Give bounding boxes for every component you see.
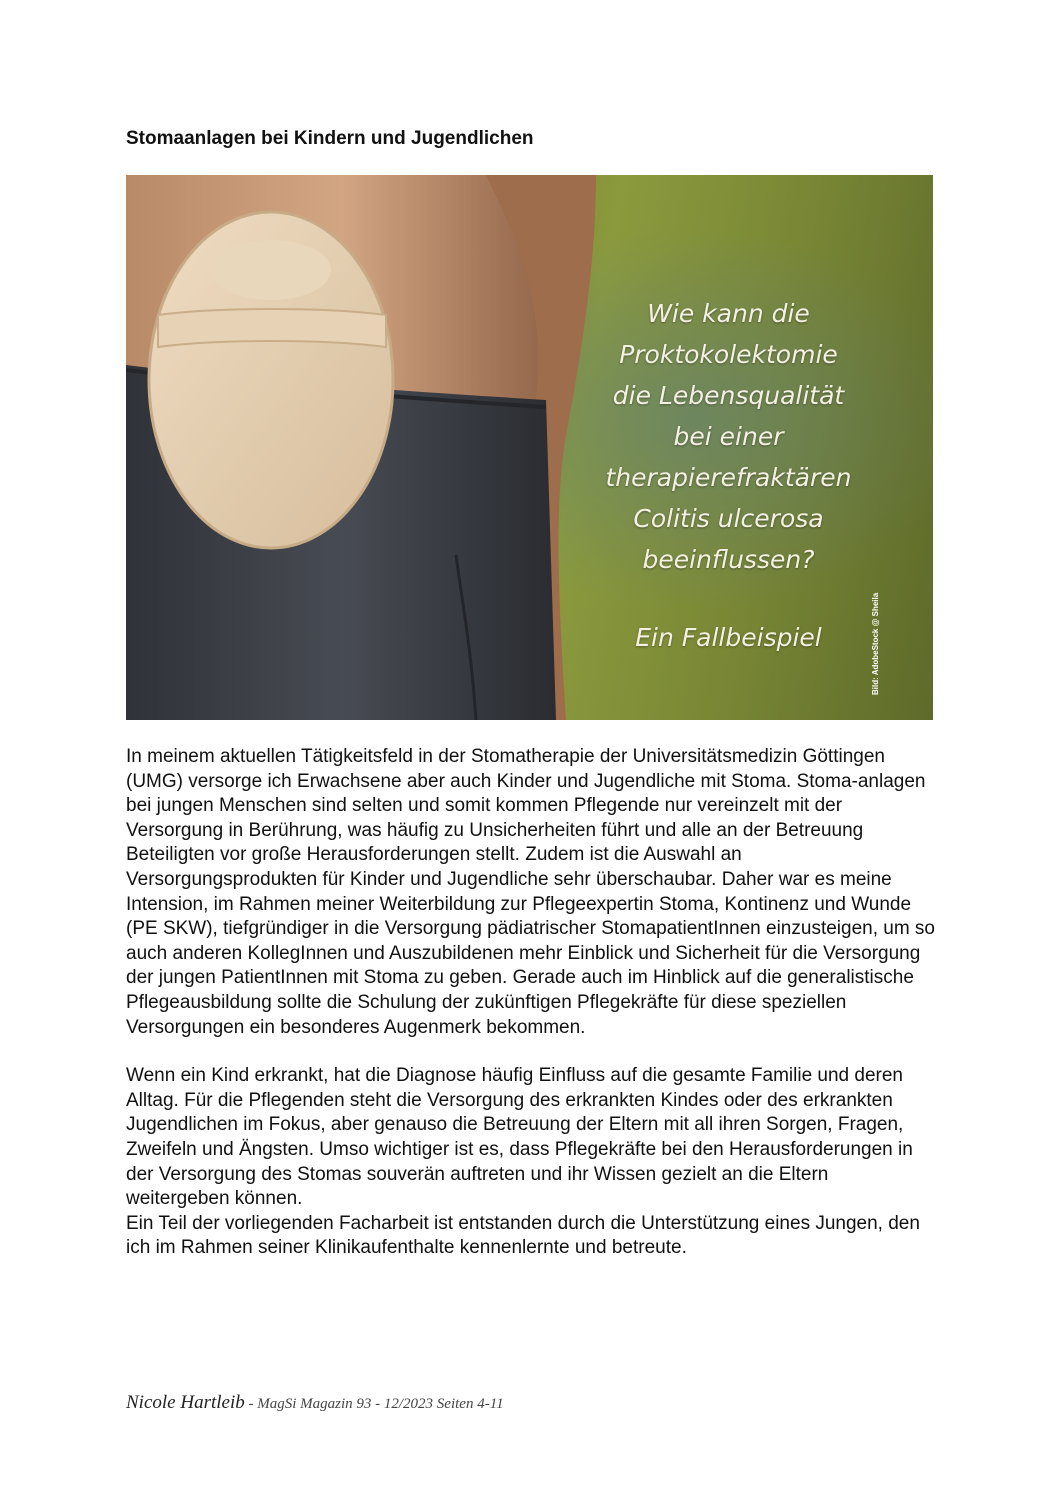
hero-question-line: die Lebensqualität — [612, 381, 845, 410]
hero-question-line: Wie kann die — [647, 299, 810, 328]
hero-question-line: Proktokolektomie — [619, 340, 838, 369]
paragraph: In meinem aktuellen Tätigkeitsfeld in der Stomatherapie der Universitätsmedizin Göttingen (UMG) versorge ich Erwachsene aber auch Kinder und Jugendliche mit Stoma. Stoma-anlagen bei jungen Menschen sind selten und somit kommen Pflegende nur vereinzelt mit der Versorgung in Berührung, was häufig zu Unsicherheiten führt und alle an der Betreuung Beteiligten vor große Herausforderungen stellt. Zudem ist die Auswahl an Versorgungsprodukten für Kinder und Jugendliche sehr überschaubar. Daher war es meine Intension, im Rahmen meiner Weiterbildung zur Pflegeexpertin Stoma, Kontinenz und Wunde (PE SKW), tiefgründiger in die Versorgung pädiatrischer StomapatientInnen einzusteigen, um so auch anderen KollegInnen und Auszubildenen mehr Einblick und Sicherheit für die Versorgung der jungen PatientInnen mit Stoma zu geben. Gerade auch im Hinblick auf die generalistische Pflegeausbildung sollte die Schulung der zukünftigen Pflegekräfte für diese speziellen Versorgungen ein besonderes Augenmerk bekommen. — [126, 746, 936, 1038]
page-title: Stomaanlagen bei Kindern und Jugendlichen — [126, 128, 534, 149]
hero-subtitle: Ein Fallbeispiel — [635, 623, 822, 652]
hero-question-line: beeinflussen? — [642, 545, 815, 574]
footer-meta: - MagSi Magazin 93 - 12/2023 Seiten 4-11 — [244, 1396, 504, 1412]
hero-question-line: Colitis ulcerosa — [633, 504, 824, 533]
hero-question-line: therapierefraktären — [605, 463, 852, 492]
article-body — [126, 745, 936, 1261]
image-credit: Bild: AdobeStock @ Sheila — [871, 592, 880, 695]
hero-question — [596, 293, 861, 580]
paragraph: Wenn ein Kind erkrankt, hat die Diagnose häufig Einfluss auf die gesamte Familie und deren Alltag. Für die Pflegenden steht die Versorgung des erkrankten Kindes oder des erkrankten Jugendlichen im Fokus, aber genauso die Betreuung der Eltern mit all ihren Sorgen, Fragen, Zweifeln und Ängsten. Umso wichtiger ist es, dass Pflegekräfte bei den Herausforderungen in der Versorgung des Stomas souverän auftreten und ihr Wissen gezielt an die Eltern weitergeben können. — [126, 1065, 913, 1210]
hero-image — [126, 175, 933, 720]
footer-author: Nicole Hartleib — [126, 1392, 245, 1413]
paragraph: Ein Teil der vorliegenden Facharbeit ist entstanden durch die Unterstützung eines Jungen, den ich im Rahmen seiner Klinikaufenthalte kennenlernte und betreute. — [126, 1212, 920, 1259]
hero-question-line: bei einer — [673, 422, 784, 451]
page-footer — [126, 1392, 504, 1414]
